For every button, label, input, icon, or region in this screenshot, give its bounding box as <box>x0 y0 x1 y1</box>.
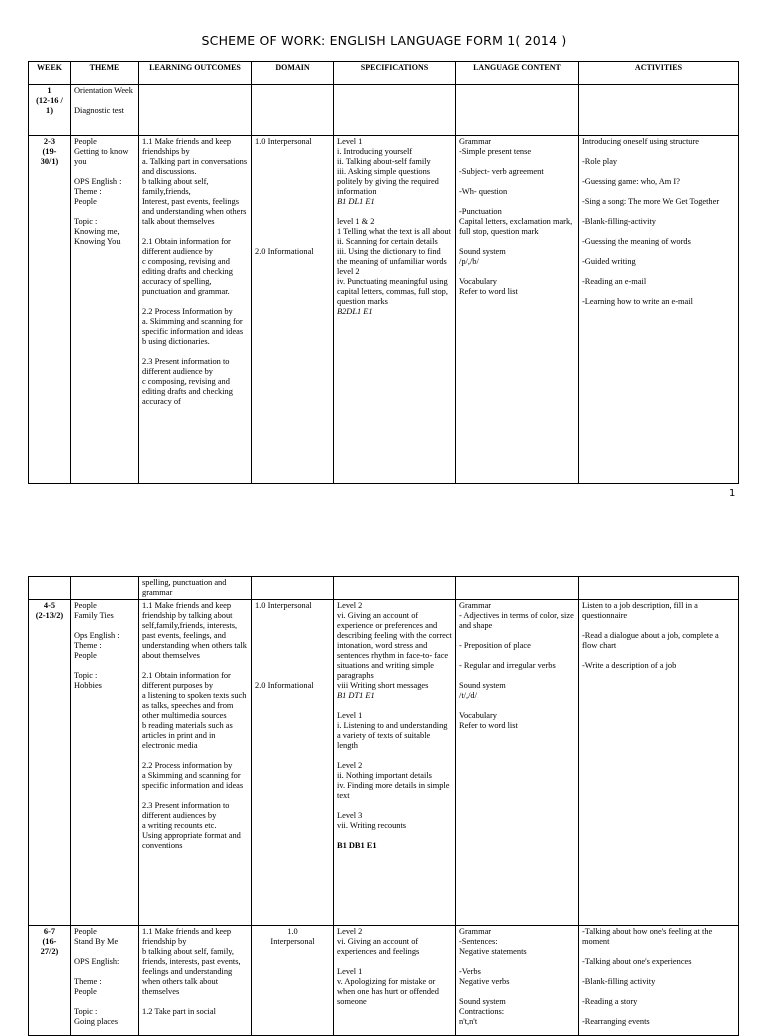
spec-code: B1 DB1 E1 <box>337 841 377 850</box>
week-cell: 1 (12-16 / 1) <box>29 85 71 136</box>
domain-informational: 2.0 Informational <box>255 247 314 256</box>
theme-cell: People Family Ties Ops English : Theme : People Topic : Hobbies <box>71 600 139 926</box>
domain-interpersonal: 1.0 Interpersonal <box>255 601 312 610</box>
empty-cell <box>334 577 456 600</box>
learning-outcomes-cell: spelling, punctuation and grammar <box>139 577 252 600</box>
activities-cell: -Talking about how one's feeling at the moment -Talking about one's experiences -Blank-filling activity -Reading a story -Rearranging events <box>579 926 739 1036</box>
header-language-content: LANGUAGE CONTENT <box>456 62 579 85</box>
empty-cell <box>334 85 456 136</box>
empty-cell <box>579 85 739 136</box>
activities-cell: Listen to a job description, fill in a questionnaire -Read a dialogue about a job, complete a flow chart -Write a description of a job <box>579 600 739 926</box>
header-domain: DOMAIN <box>252 62 334 85</box>
domain-cell: 1.0 Interpersonal <box>252 926 334 1036</box>
table-row <box>29 577 739 600</box>
table-row <box>29 926 739 1036</box>
table-row <box>29 600 739 926</box>
empty-cell <box>456 85 579 136</box>
theme-cell: People Getting to know you OPS English : Theme : People Topic : Knowing me, Knowing You <box>71 136 139 484</box>
learning-outcomes-cell: 1.1 Make friends and keep friendship by b talking about self, family, friends, interests, past events, feelings and understanding when others talk about themselves 1.2 Take part in social <box>139 926 252 1036</box>
spec-code: B1 DL1 E1 <box>337 197 375 206</box>
header-learning-outcomes: LEARNING OUTCOMES <box>139 62 252 85</box>
empty-cell <box>456 577 579 600</box>
table-row <box>29 85 739 136</box>
empty-cell <box>252 85 334 136</box>
language-content-cell: Grammar -Simple present tense -Subject- verb agreement -Wh- question -Punctuation Capital letters, exclamation mark, full stop, question mark Sound system /p/,/b/ Vocabulary Refer to word list <box>456 136 579 484</box>
spacer <box>255 611 330 681</box>
week-cell: 2-3 (19- 30/1) <box>29 136 71 484</box>
specifications-cell <box>334 600 456 926</box>
language-content-cell: Grammar -Sentences: Negative statements -Verbs Negative verbs Sound system Contractions: n't,n't <box>456 926 579 1036</box>
spec-text: Level 1 i. Listening to and understanding a variety of texts of suitable length Level 2 ii. Nothing important details iv. Finding more details in simple text Level 3 vii. Writing recounts <box>337 711 450 830</box>
spacer <box>255 147 330 247</box>
empty-cell <box>71 577 139 600</box>
header-specifications: SPECIFICATIONS <box>334 62 456 85</box>
scheme-table-page-2 <box>28 576 739 1036</box>
domain-cell <box>252 136 334 484</box>
empty-cell <box>252 577 334 600</box>
table-row <box>29 136 739 484</box>
spec-text: Level 2 vi. Giving an account of experience or preferences and describing feeling with the correct intonation, word stress and sentences rhythm in face-to- face situations and writing simple paragraphs viii Writing short messages <box>337 601 452 690</box>
spec-code: B2DL1 E1 <box>337 307 373 316</box>
spec-text: level 1 & 2 1 Telling what the text is all about ii. Scanning for certain details iii. Using the dictionary to find the meaning of unfamiliar words level 2 iv. Punctuating meaningful using capital letters, commas, full stop, question marks <box>337 217 451 306</box>
empty-cell <box>579 577 739 600</box>
specifications-cell: Level 2 vi. Giving an account of experiences and feelings Level 1 v. Apologizing for mistake or when one has hurt or offended someone <box>334 926 456 1036</box>
header-week: WEEK <box>29 62 71 85</box>
domain-informational: 2.0 Informational <box>255 681 314 690</box>
header-row <box>29 62 739 85</box>
empty-cell <box>29 577 71 600</box>
learning-outcomes-cell: 1.1 Make friends and keep friendship by talking about self,family,friends, interests, past events, feelings, and understanding when others talk about themselves 2.1 Obtain information for different purposes by a listening to spoken texts such as talks, speeches and from other multimedia sources b reading materials such as articles in print and in electronic media 2.2 Process information by a Skimming and scanning for specific information and ideas 2.3 Present information to different audiences by a writing recounts etc. Using appropriate format and conventions <box>139 600 252 926</box>
week-cell: 4-5 (2-13/2) <box>29 600 71 926</box>
header-activities: ACTIVITIES <box>579 62 739 85</box>
scheme-table-page-1 <box>28 61 739 484</box>
spec-text: Level 1 i. Introducing yourself ii. Talking about-self family iii. Asking simple questions politely by giving the required information <box>337 137 439 196</box>
theme-cell: Orientation Week Diagnostic test <box>71 85 139 136</box>
learning-outcomes-cell: 1.1 Make friends and keep friendships by a. Talking part in conversations and discussions. b talking about self, family,friends, Interest, past events, feelings and understanding when others talk about themselves 2.1 Obtain information for different audience by c composing, revising and editing drafts and checking accuracy of spelling, punctuation and grammar. 2.2 Process Information by a. Skimming and scanning for specific information and ideas b using dictionaries. 2.3 Present information to different audience by c composing, revising and editing drafts and checking accuracy of <box>139 136 252 484</box>
week-cell: 6-7 (16- 27/2) <box>29 926 71 1036</box>
header-theme: THEME <box>71 62 139 85</box>
empty-cell <box>139 85 252 136</box>
domain-cell <box>252 600 334 926</box>
page-number: 1 <box>729 488 736 499</box>
document-title: SCHEME OF WORK: ENGLISH LANGUAGE FORM 1( 2014 ) <box>201 33 567 48</box>
theme-cell: People Stand By Me OPS English: Theme : People Topic : Going places <box>71 926 139 1036</box>
specifications-cell <box>334 136 456 484</box>
domain-interpersonal: 1.0 Interpersonal <box>255 137 312 146</box>
activities-cell: Introducing oneself using structure -Role play -Guessing game: who, Am I? -Sing a song: The more We Get Together -Blank-filling-activity -Guessing the meaning of words -Guided writing -Reading an e-mail -Learning how to write an e-mail <box>579 136 739 484</box>
language-content-cell: Grammar - Adjectives in terms of color, size and shape - Preposition of place - Regular and irregular verbs Sound system /t/,/d/ Vocabulary Refer to word list <box>456 600 579 926</box>
spec-code: B1 DT1 E1 <box>337 691 375 700</box>
